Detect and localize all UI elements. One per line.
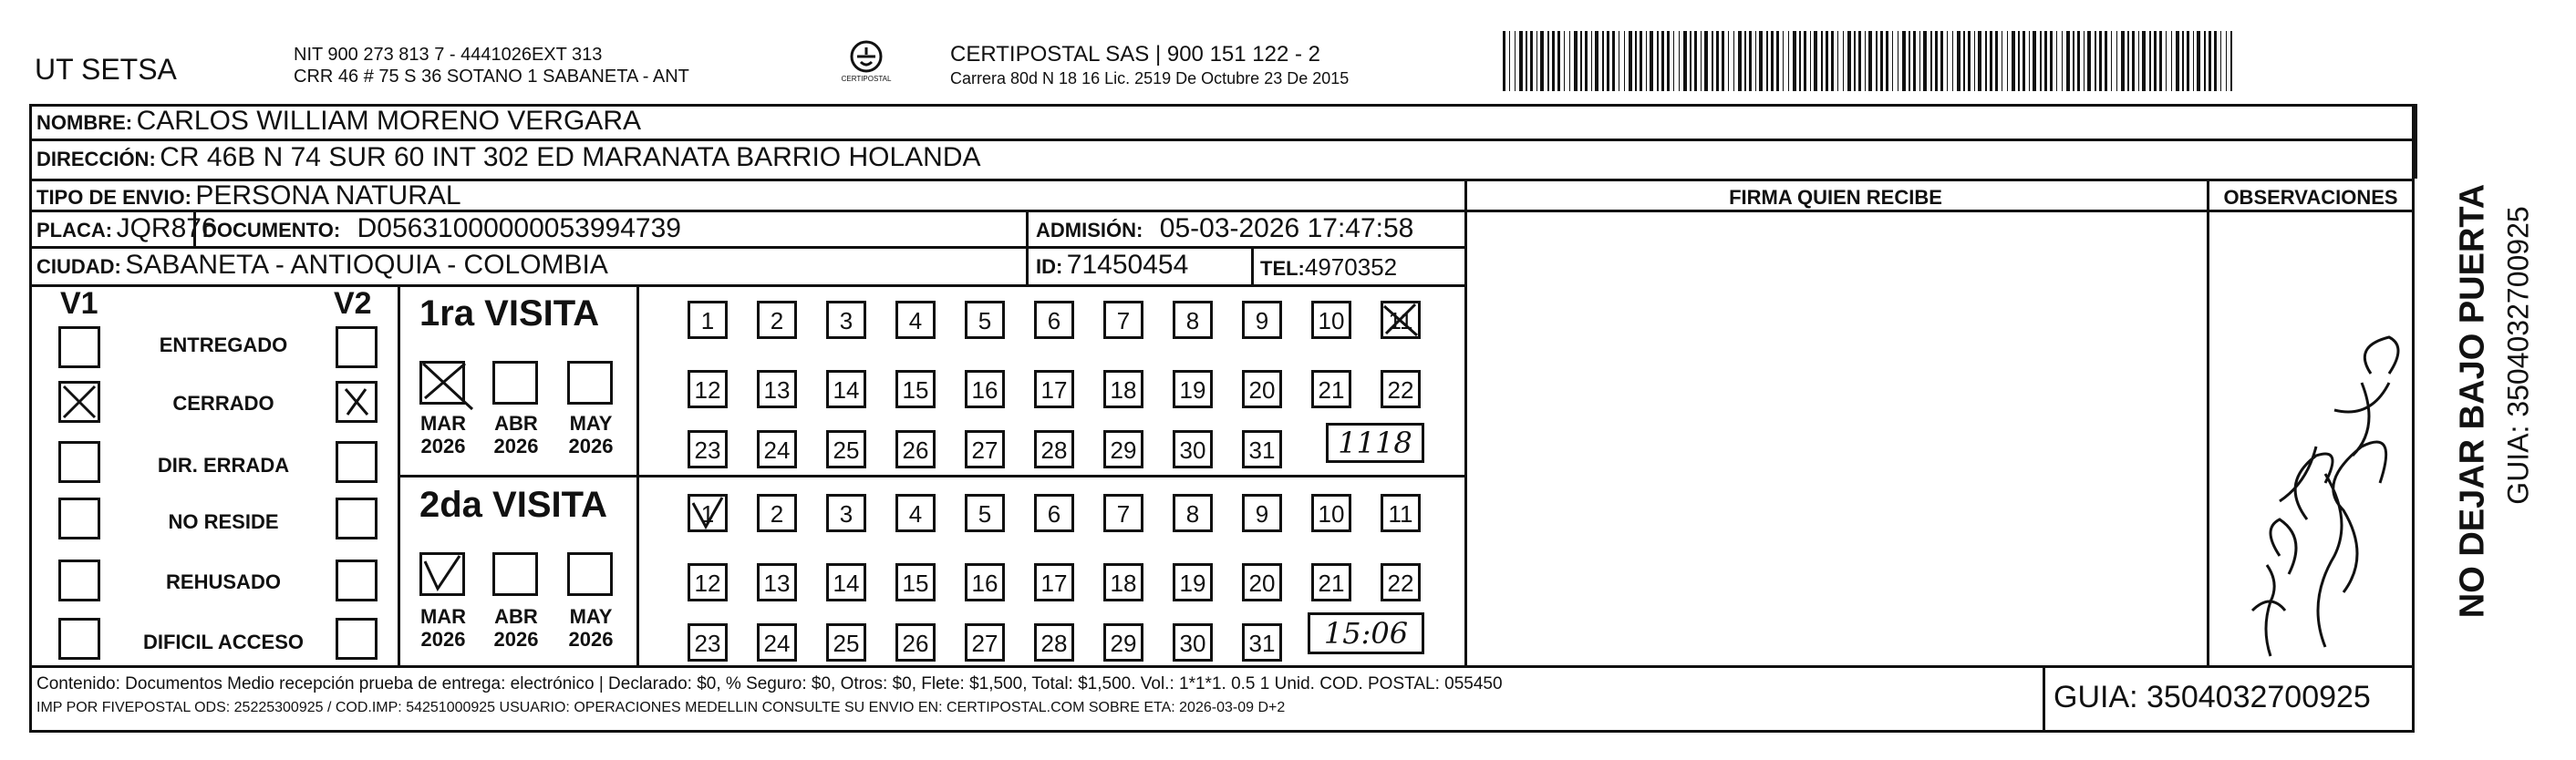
day-box[interactable]: 29 [1103,623,1143,662]
tipo-label: TIPO DE ENVIO: [36,186,191,209]
no-dejar-bajo-puerta: NO DEJAR BAJO PUERTA [2453,183,2492,619]
first-visit-title: 1ra VISITA [419,293,600,334]
day-box[interactable]: 13 [757,563,797,601]
nombre-label: NOMBRE: [36,111,133,134]
check-mark-icon [419,552,465,596]
visit1-year-abr: 2026 [493,435,539,457]
day-box[interactable]: 1 [688,494,728,532]
id-row [1036,250,1188,281]
visit2-year-abr: 2026 [493,628,539,651]
day-box[interactable]: 25 [826,623,866,662]
v1-dir-errada-checkbox[interactable] [58,441,100,483]
day-box[interactable]: 10 [1311,494,1351,532]
visit2-mar-checkbox[interactable] [419,552,465,596]
guia-box: GUIA: 3504032700925 [2054,680,2371,714]
day-box[interactable]: 12 [688,563,728,601]
day-box[interactable]: 28 [1034,623,1074,662]
visit1-month-may: MAY [569,412,613,435]
option-dificil-acceso: DIFICIL ACCESO [142,631,304,653]
side-guia-number: GUIA: 3504032700925 [2501,206,2535,505]
v2-rehusado-checkbox[interactable] [336,560,378,601]
day-box[interactable]: 18 [1103,370,1143,408]
certipostal-line-1: CERTIPOSTAL SAS | 900 151 122 - 2 [950,42,1320,67]
nombre-value: CARLOS WILLIAM MORENO VERGARA [136,106,641,136]
ciudad-label: CIUDAD: [36,255,121,278]
company-name: UT SETSA [35,53,177,86]
divider [29,284,1464,287]
divider [29,246,1464,249]
certipostal-logo [839,36,894,91]
day-box[interactable]: 1 [688,301,728,339]
day-box[interactable]: 21 [1311,370,1351,408]
day-box[interactable]: 10 [1311,301,1351,339]
day-box[interactable]: 3 [826,494,866,532]
v1-entregado-checkbox[interactable] [58,326,100,368]
tel-label: TEL: [1260,257,1305,280]
divider [1026,210,1029,284]
divider [398,475,1464,478]
direccion-row [36,142,981,173]
x-mark-icon [61,384,98,420]
day-box[interactable]: 9 [1242,494,1282,532]
admision-row [1036,213,1413,244]
v1-label: V1 [60,286,98,321]
day-box[interactable]: 16 [965,370,1005,408]
divider [2043,665,2045,733]
visit1-may-checkbox[interactable] [567,361,613,405]
day-box[interactable]: 23 [688,430,728,468]
observaciones-label: OBSERVACIONES [2223,186,2398,209]
tipo-row [36,180,461,211]
divider [1251,246,1254,284]
placa-row [36,213,217,244]
day-box[interactable]: 11 [1381,494,1421,532]
visit2-month-abr: ABR [494,605,538,628]
day-box[interactable]: 14 [826,563,866,601]
option-dir-errada: DIR. ERRADA [157,454,290,477]
id-value: 71450454 [1066,250,1189,280]
day-box[interactable]: 26 [895,430,936,468]
documento-row [202,213,681,244]
divider [1464,179,1467,665]
day-box[interactable]: 4 [895,301,936,339]
option-rehusado: REHUSADO [166,570,281,593]
admision-label: ADMISIÓN: [1036,219,1143,241]
visit2-year-mar: 2026 [420,628,466,651]
visit1-month-mar: MAR [419,412,467,435]
day-box[interactable]: 9 [1242,301,1282,339]
placa-value: JQR876 [116,213,217,243]
day-box[interactable]: 31 [1242,430,1282,468]
day-box[interactable]: 22 [1381,563,1421,601]
day-box[interactable]: 6 [1034,301,1074,339]
footer-print-line: IMP POR FIVEPOSTAL ODS: 25225300925 / COD.IMP: 54251000925 USUARIO: OPERACIONES MEDELLIN CONSULTE SU ENVIO EN: CERTIPOSTAL.COM SOBRE ETA: 2026-03-09 D+2 [36,700,1286,715]
divider [2415,104,2417,179]
x-mark-icon [688,494,728,532]
day-box[interactable]: 6 [1034,494,1074,532]
ciudad-value: SABANETA - ANTIOQUIA - COLOMBIA [125,250,608,280]
firma-label: FIRMA QUIEN RECIBE [1729,186,1942,209]
id-label: ID: [1036,255,1063,278]
x-mark-icon [1381,301,1421,339]
day-box[interactable]: 13 [757,370,797,408]
documento-label: DOCUMENTO: [202,219,341,241]
day-box[interactable]: 26 [895,623,936,662]
tipo-value: PERSONA NATURAL [195,180,461,211]
visit1-time-handwritten: 1118 [1326,423,1424,463]
day-box[interactable]: 15 [895,370,936,408]
admision-value: 05-03-2026 17:47:58 [1159,213,1414,243]
v1-rehusado-checkbox[interactable] [58,560,100,601]
day-box[interactable]: 14 [826,370,866,408]
visit1-mar-checkbox[interactable] [419,361,465,405]
day-box[interactable]: 17 [1034,370,1074,408]
tel-value: 4970352 [1304,253,1398,281]
day-box[interactable]: 11 [1381,301,1421,339]
visit1-year-may: 2026 [568,435,614,457]
day-box[interactable]: 16 [965,563,1005,601]
v1-cerrado-checkbox[interactable] [58,381,100,423]
day-box[interactable]: 19 [1173,563,1213,601]
barcode [1503,31,2232,91]
day-box[interactable]: 28 [1034,430,1074,468]
ciudad-row [36,250,608,281]
direccion-label: DIRECCIÓN: [36,148,156,170]
option-cerrado: CERRADO [172,392,274,415]
v2-label: V2 [334,286,372,321]
logo-caption: CERTIPOSTAL [841,75,892,83]
day-box[interactable]: 29 [1103,430,1143,468]
day-box[interactable]: 5 [965,494,1005,532]
second-visit-title: 2da VISITA [419,485,607,525]
day-box[interactable]: 18 [1103,563,1143,601]
day-box[interactable]: 3 [826,301,866,339]
day-box[interactable]: 24 [757,623,797,662]
certipostal-line-2: Carrera 80d N 18 16 Lic. 2519 De Octubre 23 De 2015 [950,69,1350,87]
v2-cerrado-checkbox[interactable] [336,381,378,423]
x-mark-icon [338,384,375,420]
day-box[interactable]: 27 [965,430,1005,468]
day-box[interactable]: 2 [757,494,797,532]
day-box[interactable]: 20 [1242,563,1282,601]
visit2-year-may: 2026 [568,628,614,651]
v2-entregado-checkbox[interactable] [336,326,378,368]
day-box[interactable]: 27 [965,623,1005,662]
visit2-month-mar: MAR [419,605,467,628]
divider [29,139,2415,141]
day-box[interactable]: 7 [1103,301,1143,339]
day-box[interactable]: 8 [1173,301,1213,339]
visit2-may-checkbox[interactable] [567,552,613,596]
day-box[interactable]: 30 [1173,430,1213,468]
visit1-month-abr: ABR [494,412,538,435]
v2-dificil-acceso-checkbox[interactable] [336,618,378,660]
placa-label: PLACA: [36,219,113,241]
direccion-value: CR 46B N 74 SUR 60 INT 302 ED MARANATA BARRIO HOLANDA [160,142,981,172]
day-box[interactable]: 8 [1173,494,1213,532]
x-mark-icon [419,358,483,413]
day-box[interactable]: 30 [1173,623,1213,662]
day-box[interactable]: 17 [1034,563,1074,601]
visit1-abr-checkbox[interactable] [492,361,538,405]
signature-scribble [2216,228,2416,665]
option-entregado: ENTREGADO [159,334,288,356]
nit-line-2: CRR 46 # 75 S 36 SOTANO 1 SABANETA - ANT [294,67,689,87]
day-box[interactable]: 2 [757,301,797,339]
day-box[interactable]: 23 [688,623,728,662]
visit2-abr-checkbox[interactable] [492,552,538,596]
day-box[interactable]: 24 [757,430,797,468]
v1-dificil-acceso-checkbox[interactable] [58,618,100,660]
visit2-time-handwritten: 15:06 [1308,612,1424,654]
v1-no-reside-checkbox[interactable] [58,498,100,539]
option-no-reside: NO RESIDE [168,510,279,533]
day-box[interactable]: 12 [688,370,728,408]
visit2-month-may: MAY [569,605,613,628]
footer-content-line: Contenido: Documentos Medio recepción prueba de entrega: electrónico | Declarado: $0, % Seguro: $0, Otros: $0, Flete: $1,500, Total: $1,500. Vol.: 1*1*1. 0.5 1 Unid. COD. POSTAL: 055450 [36,674,1503,693]
day-box[interactable]: 31 [1242,623,1282,662]
day-box[interactable]: 21 [1311,563,1351,601]
day-box[interactable]: 19 [1173,370,1213,408]
day-box[interactable]: 4 [895,494,936,532]
visit1-year-mar: 2026 [420,435,466,457]
day-box[interactable]: 5 [965,301,1005,339]
day-box[interactable]: 7 [1103,494,1143,532]
nombre-row [36,106,641,137]
documento-value: D05631000000053994739 [357,213,681,243]
divider [2207,179,2209,665]
v2-no-reside-checkbox[interactable] [336,498,378,539]
divider [29,665,2415,668]
day-box[interactable]: 20 [1242,370,1282,408]
nit-line-1: NIT 900 273 813 7 - 4441026EXT 313 [294,45,603,65]
day-box[interactable]: 25 [826,430,866,468]
day-box[interactable]: 15 [895,563,936,601]
day-box[interactable]: 22 [1381,370,1421,408]
tel-row [1260,253,1397,282]
v2-dir-errada-checkbox[interactable] [336,441,378,483]
